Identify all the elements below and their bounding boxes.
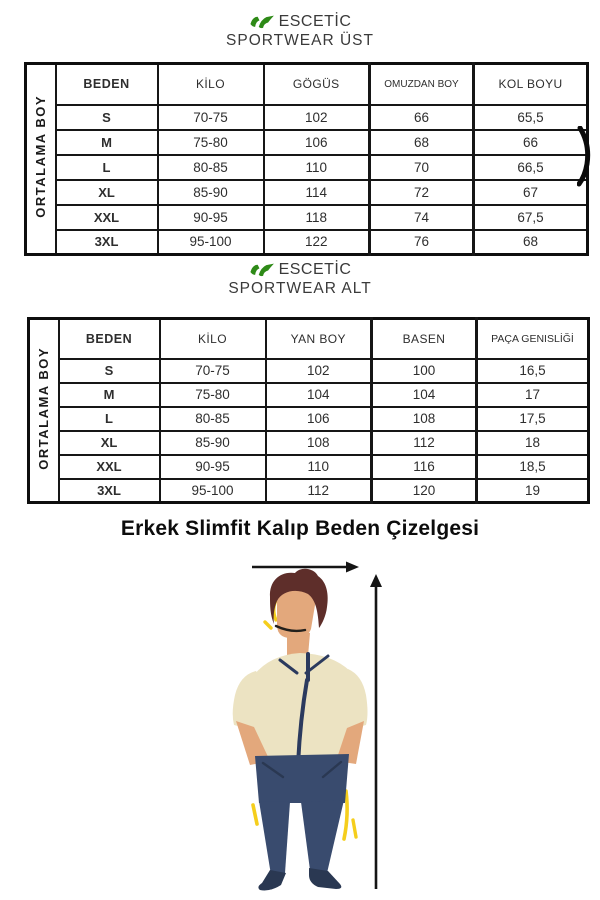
size-cell: L [59,407,160,431]
cell: 118 [264,205,370,230]
cell: 112 [372,431,477,455]
col-header: PAÇA GENISLİĞİ [477,319,589,359]
size-cell: XL [59,431,160,455]
table-row [26,180,588,205]
cell: 95-100 [158,230,264,255]
cell: 108 [372,407,477,431]
cell: 19 [477,479,589,503]
size-table-bottom [27,317,590,504]
cell: 104 [266,383,372,407]
cell: 68 [474,230,588,255]
cell: 67,5 [474,205,588,230]
size-cell: XL [56,180,158,205]
cell: 66 [474,130,588,155]
size-cell: S [56,105,158,130]
col-header: BASEN [372,319,477,359]
cell: 90-95 [160,455,266,479]
cell: 75-80 [158,130,264,155]
man-illustration [0,553,600,900]
cell: 74 [370,205,474,230]
col-header: OMUZDAN BOY [370,64,474,105]
table-row [26,205,588,230]
brand-header-bottom [0,261,600,298]
size-cell: 3XL [59,479,160,503]
brand-header-top [0,13,600,50]
size-table-top [24,62,589,256]
cell: 76 [370,230,474,255]
cell: 106 [266,407,372,431]
cell: 110 [264,155,370,180]
cell: 122 [264,230,370,255]
cell: 95-100 [160,479,266,503]
table-row [29,359,589,383]
size-cell: M [59,383,160,407]
table-row [26,230,588,255]
cell: 18,5 [477,455,589,479]
col-header: KİLO [158,64,264,105]
cell: 65,5 [474,105,588,130]
col-header: GÖGÜS [264,64,370,105]
cell: 100 [372,359,477,383]
cell: 102 [266,359,372,383]
cell: 106 [264,130,370,155]
cell: 72 [370,180,474,205]
table-row [26,130,588,155]
cell: 70 [370,155,474,180]
cell: 66 [370,105,474,130]
table-row [26,105,588,130]
cell: 104 [372,383,477,407]
table-row [29,431,589,455]
table-row [29,455,589,479]
size-cell: 3XL [56,230,158,255]
scan-artifact-mark [577,126,593,188]
brand-name: ESCETİC [278,13,352,30]
cell: 67 [474,180,588,205]
cell: 102 [264,105,370,130]
cell: 114 [264,180,370,205]
table-row [26,155,588,180]
size-cell: L [56,155,158,180]
col-header: YAN BOY [266,319,372,359]
brand-subtitle-bottom: SPORTWEAR ALT [228,280,372,297]
man-figure [233,569,368,891]
cell: 66,5 [474,155,588,180]
size-cell: XXL [59,455,160,479]
col-header: KİLO [160,319,266,359]
cell: 90-95 [158,205,264,230]
cell: 75-80 [160,383,266,407]
cell: 17,5 [477,407,589,431]
size-cell: XXL [56,205,158,230]
cell: 112 [266,479,372,503]
cell: 110 [266,455,372,479]
cell: 18 [477,431,589,455]
cell: 120 [372,479,477,503]
cell: 108 [266,431,372,455]
cell: 17 [477,383,589,407]
page-title: Erkek Slimfit Kalıp Beden Çizelgesi [120,517,480,540]
col-header: BEDEN [59,319,160,359]
cell: 70-75 [158,105,264,130]
brand-subtitle-top: SPORTWEAR ÜST [226,32,374,49]
escetic-logo-icon [249,14,275,31]
col-header: BEDEN [56,64,158,105]
col-header: KOL BOYU [474,64,588,105]
cell: 85-90 [160,431,266,455]
table-row [29,383,589,407]
side-label-bottom: ORTALAMA BOY [29,319,59,503]
cell: 80-85 [160,407,266,431]
cell: 70-75 [160,359,266,383]
table-row [29,407,589,431]
table-row [29,479,589,503]
height-arrow-icon [370,574,382,889]
cell: 68 [370,130,474,155]
cell: 80-85 [158,155,264,180]
size-cell: S [59,359,160,383]
side-label-top: ORTALAMA BOY [26,64,56,255]
size-cell: M [56,130,158,155]
cell: 116 [372,455,477,479]
cell: 85-90 [158,180,264,205]
escetic-logo-icon [249,262,275,279]
cell: 16,5 [477,359,589,383]
brand-name: ESCETİC [278,261,352,278]
